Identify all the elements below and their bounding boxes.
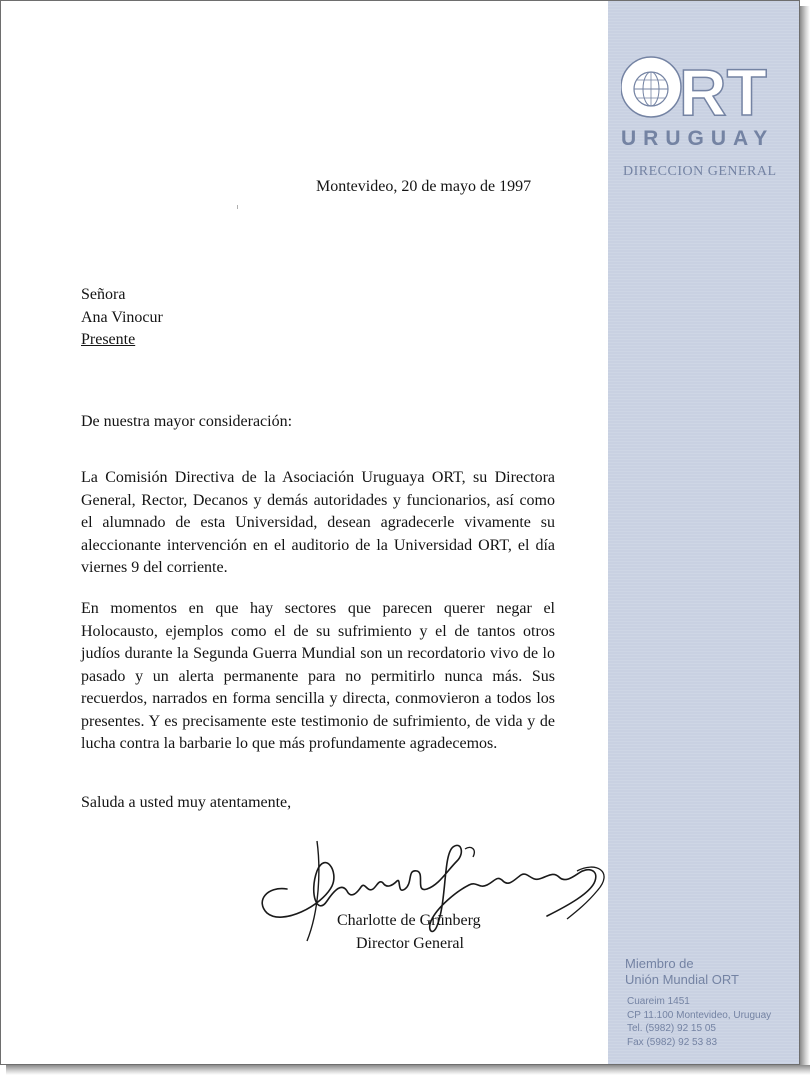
letterhead-department: DIRECCION GENERAL xyxy=(623,164,777,179)
page-shadow-bottom xyxy=(6,1065,810,1075)
address-line: CP 11.100 Montevideo, Uruguay xyxy=(627,1009,772,1021)
letterhead-address xyxy=(627,995,771,1049)
membership-line: Unión Mundial ORT xyxy=(625,972,739,987)
signer-name: Charlotte de Grünberg xyxy=(337,912,481,929)
presente-label: Presente xyxy=(81,331,136,348)
letterhead-sidebar xyxy=(608,1,800,1065)
address-line: Cuareim 1451 xyxy=(627,996,690,1007)
logo-letters: RT xyxy=(679,55,767,129)
recipient-block xyxy=(81,284,163,352)
body-paragraph: La Comisión Directiva de la Asociación Uruguaya ORT, su Directora General, Rector, Decanos y demás autoridades y funcionarios, así como el alumnado de esta Universidad, desean agradecerle vivamente su aleccionante intervención en el auditorio de la Universidad ORT, el día viernes 9 del corriente. xyxy=(81,469,555,576)
body-paragraph: En momentos en que hay sectores que parecen querer negar el Holocausto, ejemplos como el de su sufrimiento y el de tantos otros judíos durante la Segunda Guerra Mundial son un recordatorio vivo de lo pasado y un alerta permanente para no permitirlo nunca más. Sus recuerdos, narrados en forma sencilla y directa, conmovieron a todos los presentes. Y es precisamente este testimonio de sufrimiento, de vida y de lucha contra la barbarie lo que más profundamente agradecemos. xyxy=(81,600,555,752)
letter-date: Montevideo, 20 de mayo de 1997 xyxy=(316,178,532,195)
recipient-name: Ana Vinocur xyxy=(81,308,163,326)
page-shadow-right xyxy=(800,6,810,1071)
salutation: Señora xyxy=(81,286,126,303)
address-line: Tel. (5982) 92 15 05 xyxy=(627,1023,716,1034)
ort-logo xyxy=(621,51,791,131)
membership-line: Miembro de xyxy=(625,956,694,971)
closing: Saluda a usted muy atentamente, xyxy=(81,794,292,811)
signer-title: Director General xyxy=(356,935,464,952)
letterhead-membership xyxy=(625,956,739,988)
address-line: Fax (5982) 92 53 83 xyxy=(627,1036,718,1048)
paper-mark xyxy=(237,205,238,209)
letterhead-country: URUGUAY xyxy=(621,127,775,150)
greeting: De nuestra mayor consideración: xyxy=(81,413,293,430)
